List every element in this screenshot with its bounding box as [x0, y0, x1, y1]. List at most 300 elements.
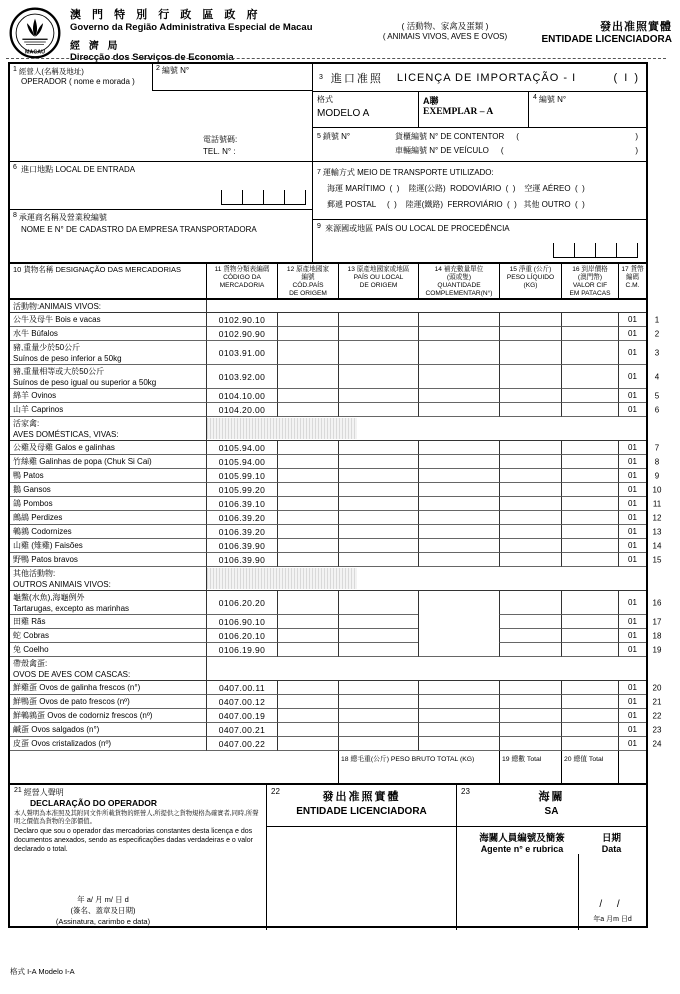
goods-section-row [10, 300, 646, 313]
hatched-area [207, 568, 357, 589]
field-container-vehicle [313, 128, 646, 162]
origin-country-cell [338, 327, 418, 341]
complementary-quantity-cell [418, 403, 499, 417]
description-line-cn: 野鴨 Patos bravos [13, 555, 78, 564]
row-number: 15 [652, 555, 662, 565]
net-weight-cell [499, 313, 561, 327]
goods-description-cell [10, 723, 206, 737]
goods-code-cell: 0103.91.00 [206, 341, 277, 365]
form-model-footer: 格式 I-A Modelo I-A [10, 967, 75, 976]
currency-code-cell: 01 [618, 313, 646, 327]
row-number: 20 [652, 683, 662, 693]
issuer-block [70, 6, 360, 63]
goods-header-col-moeda [618, 264, 646, 298]
currency-code-cell: 01 [618, 365, 646, 389]
row-number: 4 [654, 372, 660, 382]
description-line-pt: Suínos de peso igual ou superior a 50kg [13, 378, 157, 387]
origin-country-cell [338, 365, 418, 389]
cif-value-cell [561, 539, 618, 553]
description-line-pt: Suínos de peso inferior a 50kg [13, 354, 122, 363]
net-weight-cell [499, 327, 561, 341]
complementary-quantity-cell [418, 341, 499, 365]
cif-value-cell [561, 327, 618, 341]
header-line: PAÍS OU LOCAL [353, 274, 404, 281]
row-number: 21 [652, 697, 662, 707]
header-line: CÓD.PAÍS [292, 282, 324, 289]
goods-item-row [10, 441, 660, 455]
goods-item-row [10, 525, 662, 539]
field-entry-point [10, 161, 312, 209]
net-weight-cell [499, 455, 561, 469]
description-line-cn: 豬,重量相等或大於50公斤 [13, 367, 105, 376]
row-number: 5 [654, 391, 660, 401]
net-weight-cell [499, 483, 561, 497]
goods-code-cell: 0407.00.11 [206, 681, 277, 695]
description-line-cn: 鵝 Gansos [13, 485, 51, 494]
net-weight-cell [499, 525, 561, 539]
origin-country-cell [338, 615, 418, 629]
modelo-row [313, 92, 646, 128]
goods-code-cell: 0407.00.19 [206, 709, 277, 723]
row-number: 10 [652, 485, 662, 495]
vehicle-line [317, 144, 642, 158]
declaration-title-cn: 21 經營人聲明 [14, 787, 64, 797]
net-weight-cell [499, 441, 561, 455]
declaration-body-cn: 本人聲明為本准照及其附同文件所載貨物的經營人,所提供之貨物規格為確實者,同時,所聲明之價值為貨物的全部價值。 [14, 810, 259, 825]
field-number: 1 [13, 66, 17, 73]
goods-item-row [10, 629, 662, 643]
header-line: QUANTIDADE [437, 282, 481, 289]
header-line: PESO LÍQUIDO [506, 274, 555, 281]
customs-header [457, 785, 646, 827]
cif-value-cell [561, 341, 618, 365]
category-block [360, 20, 530, 41]
agent-label-cn: 海關人員編號及簡簽 [479, 833, 565, 844]
goods-section-row [10, 417, 646, 441]
row-number: 9 [654, 471, 660, 481]
complementary-quantity-cell [418, 629, 499, 643]
seal-number-label: 5 鎖號 N° [317, 132, 351, 141]
row-number: 22 [652, 711, 662, 721]
header-line: (頭或隻) [446, 274, 472, 281]
origin-country-code-cell [277, 629, 338, 643]
goods-description-cell [10, 615, 206, 629]
net-weight-cell [499, 469, 561, 483]
row-number: 19 [652, 645, 662, 655]
goods-description-cell [10, 469, 206, 483]
description-line-cn: 龜鱉(水魚),海龜例外 [13, 593, 85, 602]
complementary-quantity-cell [418, 469, 499, 483]
net-weight-cell [499, 643, 561, 657]
net-weight-cell [499, 539, 561, 553]
totals-spacer [10, 751, 338, 783]
date-slashes: / / [599, 899, 626, 910]
row-number: 6 [654, 405, 660, 415]
goods-code-cell: 0407.00.22 [206, 737, 277, 751]
net-weight-cell [499, 591, 561, 615]
goods-header-col-pais-origem [338, 264, 418, 298]
header-separator [6, 58, 666, 59]
goods-item-row [10, 389, 660, 403]
cif-value-cell [561, 469, 618, 483]
currency-code-cell: 01 [618, 525, 646, 539]
goods-description-cell [10, 497, 206, 511]
field-number: 6 [13, 163, 17, 171]
currency-code-cell: 01 [618, 497, 646, 511]
goods-table-body [10, 300, 662, 751]
container-number-label: 貨櫃編號 N° DE CONTENTOR [395, 132, 505, 141]
goods-item-row [10, 403, 660, 417]
field-transport-company [10, 209, 312, 262]
form-top-left [10, 64, 312, 262]
goods-description-cell [10, 511, 206, 525]
field-license-number [528, 92, 646, 127]
header-line: (澳門幣) [577, 274, 603, 281]
goods-item-row [10, 615, 662, 629]
goods-description-cell [10, 737, 206, 751]
cif-value-cell [561, 403, 618, 417]
cif-value-cell [561, 365, 618, 389]
license-title-cn: 進口准照 [330, 72, 383, 85]
customs-title-cn: 海關 [538, 791, 565, 803]
form-bottom-area [10, 785, 646, 930]
field-number: 9 [317, 223, 321, 230]
origin-country-code-cell [277, 615, 338, 629]
goods-item-row [10, 737, 662, 751]
entry-point-code-boxes [221, 190, 306, 205]
licensing-entity-stamp-area [267, 827, 456, 930]
origin-country-cell [338, 591, 418, 615]
currency-code-cell: 01 [618, 389, 646, 403]
origin-country-cell [338, 313, 418, 327]
origin-country-code-cell [277, 497, 338, 511]
description-line-cn: 其他活動物: [13, 569, 56, 578]
description-line-pt: AVES DOMÉSTICAS, VIVAS: [13, 430, 119, 439]
cif-value-cell [561, 389, 618, 403]
header-line: 12 原產地國家 [286, 266, 330, 273]
goods-code-cell: 0106.20.20 [206, 591, 277, 615]
licensing-entity-title-cn: 發出准照實體 [322, 791, 401, 803]
cif-value-cell [561, 525, 618, 539]
origin-country-code-cell [277, 681, 338, 695]
net-weight-cell [499, 615, 561, 629]
totals-last-cell [618, 751, 646, 783]
field-transport-mode [313, 162, 646, 220]
origin-country-cell [338, 511, 418, 525]
row-number: 7 [654, 443, 660, 453]
procedencia-label-pt: PAÍS OU LOCAL DE PROCEDÊNCIA [375, 224, 510, 233]
origin-country-code-cell [277, 483, 338, 497]
goods-description-cell [10, 695, 206, 709]
complementary-quantity-cell [418, 553, 499, 567]
cif-value-cell [561, 629, 618, 643]
net-weight-cell [499, 695, 561, 709]
licensing-entity-pt: ENTIDADE LICENCIADORA [541, 34, 672, 45]
description-line-cn: 公雞及母雞 Galos e galinhas [13, 443, 115, 452]
goods-description-cell [10, 709, 206, 723]
origin-country-code-cell [277, 539, 338, 553]
row-number: 13 [652, 527, 662, 537]
signature-note-cn: (簽名、蓋章及日期) [70, 906, 136, 915]
field-number: 2 [156, 65, 160, 72]
goods-item-row [10, 365, 660, 389]
goods-table-header [10, 264, 646, 300]
goods-code-cell: 0104.20.00 [206, 403, 277, 417]
goods-item-row [10, 553, 662, 567]
section-label [10, 657, 206, 681]
header-line: 13 原產地國家或地區 [347, 266, 410, 273]
row-number: 16 [652, 598, 662, 608]
goods-item-row [10, 483, 662, 497]
origin-country-code-cell [277, 511, 338, 525]
complementary-quantity-cell [418, 695, 499, 709]
date-ymd: 年a 月m 日d [593, 916, 632, 923]
exemplar-label-cn: A聯 [423, 96, 439, 106]
header-line: 16 到岸價格 [572, 266, 608, 273]
goods-description-cell [10, 525, 206, 539]
net-weight-cell [499, 709, 561, 723]
net-weight-cell [499, 497, 561, 511]
goods-description-cell [10, 643, 206, 657]
description-line-cn: 皮蛋 Ovos cristalizados (nº) [13, 739, 112, 748]
goods-description-cell [10, 403, 206, 417]
complementary-quantity-cell [418, 389, 499, 403]
description-line-cn: 綿羊 Ovinos [13, 391, 57, 400]
field-license-title [313, 64, 646, 92]
cif-value-cell [561, 483, 618, 497]
description-line-cn: 水牛 Búfalos [13, 329, 58, 338]
goods-header-col-designacao [10, 264, 206, 298]
currency-code-cell: 01 [618, 709, 646, 723]
complementary-quantity-cell [418, 539, 499, 553]
paren-open: ( [516, 132, 519, 141]
entry-point-label-cn: 進口地點 [21, 164, 54, 174]
description-line-cn: 鵪鶉 Codornizes [13, 527, 72, 536]
agent-signature-area [457, 854, 578, 930]
origin-country-code-cell [277, 389, 338, 403]
origin-country-code-cell [277, 695, 338, 709]
header-line: 編號 [301, 274, 315, 281]
origin-country-cell [338, 455, 418, 469]
goods-description-cell [10, 441, 206, 455]
goods-description-cell [10, 341, 206, 365]
operator-label-pt: OPERADOR ( nome e morada ) [21, 77, 135, 86]
cif-value-cell [561, 511, 618, 525]
header-line: DE ORIGEM [289, 290, 327, 297]
telephone-label-pt: TEL. N° : [203, 146, 236, 156]
licensing-entity-title-pt: ENTIDADE LICENCIADORA [296, 806, 427, 817]
origin-country-cell [338, 737, 418, 751]
goods-item-row [10, 511, 662, 525]
svg-text:MACAU: MACAU [24, 49, 46, 56]
header-line: 15 淨重 (公斤) [509, 266, 552, 273]
description-line-cn: 鮮鴨蛋 Ovos de pato frescos (nº) [13, 697, 130, 706]
currency-code-cell: 01 [618, 591, 646, 615]
licensing-entity-block [530, 18, 672, 45]
section-filler [206, 417, 646, 441]
goods-description-cell [10, 389, 206, 403]
origin-country-cell [338, 441, 418, 455]
import-license-form [8, 62, 662, 928]
complementary-quantity-cell [418, 313, 499, 327]
license-title-suffix: ( I ) [613, 71, 640, 84]
field-procedencia [313, 220, 646, 262]
origin-country-cell [338, 389, 418, 403]
description-line-cn: 山羊 Caprinos [13, 405, 64, 414]
description-line-cn: 兔 Coelho [13, 645, 49, 654]
container-line [317, 130, 642, 144]
exemplar-label-pt: EXEMPLAR – A [423, 107, 494, 117]
goods-code-cell: 0102.90.10 [206, 313, 277, 327]
row-number: 23 [652, 725, 662, 735]
procedencia-label-cn: 來源國或地區 [325, 224, 374, 233]
complementary-quantity-cell [418, 441, 499, 455]
row-number: 3 [654, 348, 660, 358]
complementary-quantity-cell [418, 455, 499, 469]
complementary-quantity-cell [418, 525, 499, 539]
net-weight-cell [499, 389, 561, 403]
customs-date-area [578, 854, 646, 930]
transport-options-line2: 郵遞 POSTAL ( ) 陸運(鐵路) FERROVIÁRIO ( ) 其他 OUTRO ( ) [327, 200, 585, 209]
procedencia-code-box [595, 243, 617, 258]
signature-block [10, 894, 196, 927]
cif-value-cell [561, 591, 618, 615]
goods-item-row [10, 723, 662, 737]
complementary-quantity-cell [418, 483, 499, 497]
currency-code-cell: 01 [618, 511, 646, 525]
signature-note-pt: (Assinatura, carimbo e data) [55, 917, 151, 926]
goods-description-cell [10, 455, 206, 469]
goods-description-cell [10, 327, 206, 341]
row-number: 12 [652, 513, 662, 523]
section-label [10, 567, 206, 591]
net-weight-cell [499, 629, 561, 643]
net-weight-cell [499, 723, 561, 737]
description-line-cn: 蛇 Cobras [13, 631, 50, 640]
cif-value-cell [561, 723, 618, 737]
description-line-cn: 鹹蛋 Ovos salgados (n°) [13, 725, 100, 734]
goods-description-cell [10, 313, 206, 327]
total-gross-weight-cell: 18 總毛重(公斤) PESO BRUTO TOTAL (KG) [338, 751, 499, 783]
field-operator-declaration [10, 785, 267, 930]
description-line-pt: OUTROS ANIMAIS VIVOS: [13, 580, 111, 589]
header-line: (KG) [523, 282, 538, 289]
modelo-label-pt: MODELO A [317, 108, 370, 119]
declaration-title-pt: DECLARAÇÃO DO OPERADOR [30, 798, 158, 808]
form-top-right [312, 64, 646, 262]
currency-code-cell: 01 [618, 629, 646, 643]
currency-code-cell: 01 [618, 681, 646, 695]
origin-country-cell [338, 483, 418, 497]
net-weight-cell [499, 341, 561, 365]
row-number: 1 [654, 315, 660, 325]
telephone-label-cn: 電話號碼: [203, 134, 238, 144]
complementary-quantity-cell [418, 511, 499, 525]
header-line: EM PATACAS [569, 290, 611, 297]
entry-code-box [221, 190, 243, 205]
goods-item-row [10, 681, 662, 695]
procedencia-code-boxes [553, 243, 638, 258]
row-number: 2 [654, 329, 660, 339]
total-value-cell: 20 總值 Total [561, 751, 618, 783]
goods-description-cell [10, 591, 206, 615]
description-line-cn: 活動物:ANIMAIS VIVOS: [13, 302, 102, 311]
complementary-quantity-cell [418, 723, 499, 737]
department-name-cn: 經 濟 局 [70, 41, 121, 52]
licensing-entity-header [267, 785, 456, 827]
net-weight-cell [499, 403, 561, 417]
field-number: 8 [13, 211, 17, 219]
goods-code-cell: 0407.00.12 [206, 695, 277, 709]
form-top-area [10, 64, 646, 264]
header-line: COMPLEMENTAR(N°) [425, 290, 493, 297]
date-label-pt: Data [601, 844, 622, 854]
header-line: VALOR CIF [572, 282, 608, 289]
government-name-cn: 澳 門 特 別 行 政 區 政 府 [70, 9, 262, 21]
currency-code-cell: 01 [618, 695, 646, 709]
transport-options-line1: 海運 MARÍTIMO ( ) 陸運(公路) RODOVIÁRIO ( ) 空運 AÉREO ( ) [327, 184, 585, 193]
goods-header-col-peso-liquido [499, 264, 561, 298]
description-line-cn: 豬,重量少於50公斤 [13, 343, 81, 352]
department-name-pt: Direcção dos Serviços de Economia [70, 52, 234, 63]
vehicle-number-blank [504, 144, 636, 158]
procedencia-code-box [553, 243, 575, 258]
origin-country-cell [338, 723, 418, 737]
customs-title-pt: SA [544, 806, 559, 817]
goods-code-cell: 0407.00.21 [206, 723, 277, 737]
date-label [581, 830, 642, 854]
cif-value-cell [561, 681, 618, 695]
goods-code-cell: 0106.39.20 [206, 511, 277, 525]
origin-country-cell [338, 695, 418, 709]
origin-country-cell [338, 469, 418, 483]
currency-code-cell: 01 [618, 553, 646, 567]
currency-code-cell: 01 [618, 469, 646, 483]
origin-country-code-cell [277, 455, 338, 469]
currency-code-cell: 01 [618, 737, 646, 751]
origin-country-cell [338, 341, 418, 365]
goods-header-col-valor-cif [561, 264, 618, 298]
section-filler [206, 567, 646, 591]
operator-label-cn: 1 經營人(名稱及地址) [13, 66, 84, 76]
currency-code-cell: 01 [618, 327, 646, 341]
goods-description-cell [10, 539, 206, 553]
entry-point-label-pt: LOCAL DE ENTRADA [55, 164, 136, 174]
description-line-pt: Tartarugas, excepto as marinhas [13, 604, 130, 613]
goods-description-cell [10, 365, 206, 389]
cif-value-cell [561, 553, 618, 567]
goods-item-row [10, 695, 662, 709]
net-weight-cell [499, 553, 561, 567]
origin-country-cell [338, 629, 418, 643]
category-pt: ( ANIMAIS VIVOS, AVES E OVOS) [382, 32, 508, 41]
goods-item-row [10, 341, 660, 365]
description-line-cn: 帶殼禽蛋: [13, 659, 48, 668]
goods-code-cell: 0106.90.10 [206, 615, 277, 629]
currency-code-cell: 01 [618, 455, 646, 469]
description-line-cn: 鮮雞蛋 Ovos de galinha frescos (n°) [13, 683, 141, 692]
section-filler [206, 657, 646, 681]
complementary-quantity-cell [418, 615, 499, 629]
field-number: 3 [319, 74, 323, 81]
description-line-pt: OVOS DE AVES COM CASCAS: [13, 670, 131, 679]
description-line-cn: 鮮鵪鶉蛋 Ovos de codorniz frescos (nº) [13, 711, 153, 720]
row-number: 8 [654, 457, 660, 467]
goods-item-row [10, 591, 662, 615]
goods-item-row [10, 327, 660, 341]
goods-item-row [10, 539, 662, 553]
vehicle-number-label: 車輛編號 N° DE VEÍCULO [395, 146, 489, 155]
